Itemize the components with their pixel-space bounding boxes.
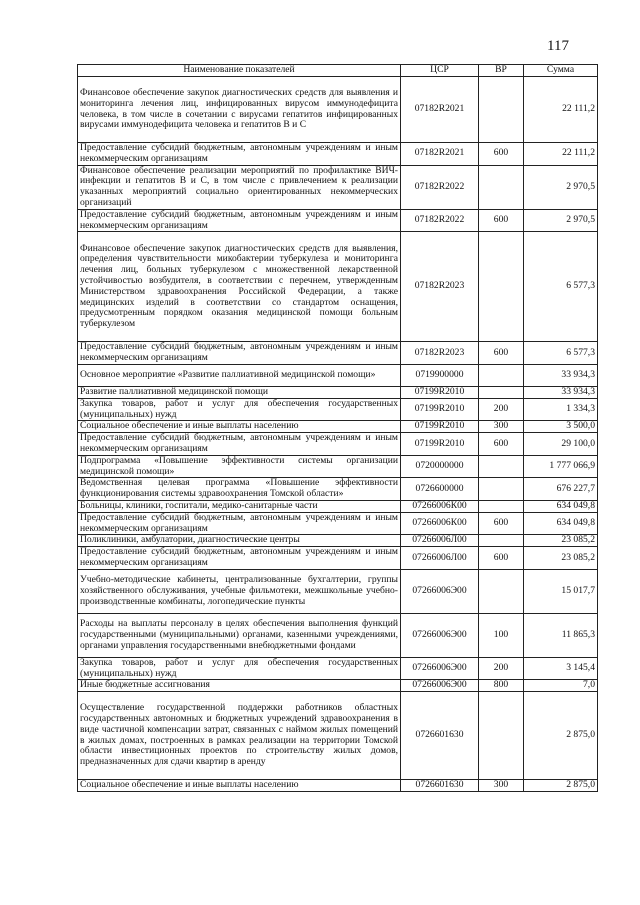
sum-cell: 2 970,5 bbox=[524, 165, 598, 209]
name-cell: Финансовое обеспечение реализации мероприятий по профилактике ВИЧ-инфекции и гепатитов В и С, в том числе с привлечением к реализации указанных мероприятий социально ориентированных некоммерческих организаций bbox=[78, 165, 401, 209]
vr-cell: 600 bbox=[479, 342, 524, 365]
csr-cell: 07182R2022 bbox=[401, 165, 479, 209]
name-cell: Финансовое обеспечение закупок диагностических средств для выявления, определения чувствительности микобактерии туберкулеза и мониторинга лечения лиц, больных туберкулезом с множественной лекарственной устойчивостью возбудителя, в соответствии с перечнем, утвержденным Министерством здравоохранения Российской Федерации, а также медицинских изделий в соответствии со стандартом оснащения, предусмотренным порядком оказания медицинской помощи больным туберкулезом bbox=[78, 232, 401, 342]
name-cell: Подпрограмма «Повышение эффективности системы организации медицинской помощи» bbox=[78, 455, 401, 478]
table-row bbox=[78, 398, 598, 421]
table-row bbox=[78, 143, 598, 166]
name-cell: Предоставление субсидий бюджетным, автономным учреждениям и иным некоммерческим организациям bbox=[78, 143, 401, 166]
sum-cell: 7,0 bbox=[524, 680, 598, 692]
vr-cell: 600 bbox=[479, 512, 524, 535]
csr-cell: 07182R2022 bbox=[401, 209, 479, 232]
vr-cell bbox=[479, 478, 524, 501]
table-row bbox=[78, 232, 598, 342]
vr-cell: 300 bbox=[479, 421, 524, 433]
table-row bbox=[78, 364, 598, 386]
table-row bbox=[78, 386, 598, 398]
vr-cell bbox=[479, 364, 524, 386]
csr-cell: 07266006Л00 bbox=[401, 547, 479, 570]
sum-cell: 6 577,3 bbox=[524, 232, 598, 342]
csr-cell: 07182R2023 bbox=[401, 232, 479, 342]
table-row bbox=[78, 680, 598, 692]
csr-cell: 07266006Э00 bbox=[401, 680, 479, 692]
vr-cell: 300 bbox=[479, 780, 524, 792]
table-row bbox=[78, 500, 598, 512]
sum-cell: 2 875,0 bbox=[524, 692, 598, 780]
name-cell: Предоставление субсидий бюджетным, автономным учреждениям и иным некоммерческим организациям bbox=[78, 512, 401, 535]
csr-cell: 0720000000 bbox=[401, 455, 479, 478]
table-row bbox=[78, 535, 598, 547]
vr-cell bbox=[479, 692, 524, 780]
name-cell: Осуществление государственной поддержки работников областных государственных автономных и бюджетных учреждений здравоохранения в виде частичной компенсации затрат, связанных с наймом жилых помещений в жилых домах, построенных в рамках реализации на территории Томской области инвестиционных проектов по строительству жилых домов, предназначенных для сдачи квартир в аренду bbox=[78, 692, 401, 780]
vr-cell: 600 bbox=[479, 547, 524, 570]
sum-cell: 15 017,7 bbox=[524, 569, 598, 613]
csr-cell: 07266006Э00 bbox=[401, 613, 479, 657]
name-cell: Социальное обеспечение и иные выплаты населению bbox=[78, 780, 401, 792]
table-row bbox=[78, 77, 598, 143]
header-vr: ВР bbox=[479, 65, 524, 77]
name-cell: Учебно-методические кабинеты, централизованные бухгалтерии, группы хозяйственного обслуживания, учебные фильмотеки, межшкольные учебно-производственные комбинаты, логопедические пункты bbox=[78, 569, 401, 613]
vr-cell bbox=[479, 77, 524, 143]
table-row bbox=[78, 421, 598, 433]
csr-cell: 0726601630 bbox=[401, 780, 479, 792]
sum-cell: 33 934,3 bbox=[524, 364, 598, 386]
name-cell: Закупка товаров, работ и услуг для обеспечения государственных (муниципальных) нужд bbox=[78, 398, 401, 421]
table-header-row bbox=[78, 65, 598, 77]
table-row bbox=[78, 165, 598, 209]
csr-cell: 07266006К00 bbox=[401, 512, 479, 535]
name-cell: Поликлиники, амбулатории, диагностические центры bbox=[78, 535, 401, 547]
csr-cell: 07182R2021 bbox=[401, 77, 479, 143]
name-cell: Иные бюджетные ассигнования bbox=[78, 680, 401, 692]
table-row bbox=[78, 478, 598, 501]
vr-cell: 200 bbox=[479, 657, 524, 680]
sum-cell: 676 227,7 bbox=[524, 478, 598, 501]
name-cell: Предоставление субсидий бюджетным, автономным учреждениям и иным некоммерческим организациям bbox=[78, 547, 401, 570]
vr-cell bbox=[479, 455, 524, 478]
vr-cell: 800 bbox=[479, 680, 524, 692]
name-cell: Предоставление субсидий бюджетным, автономным учреждениям и иным некоммерческим организациям bbox=[78, 342, 401, 365]
sum-cell: 2 875,0 bbox=[524, 780, 598, 792]
sum-cell: 2 970,5 bbox=[524, 209, 598, 232]
vr-cell bbox=[479, 535, 524, 547]
sum-cell: 634 049,8 bbox=[524, 512, 598, 535]
table-body bbox=[78, 77, 598, 792]
budget-table bbox=[77, 64, 598, 792]
vr-cell: 600 bbox=[479, 143, 524, 166]
table-row bbox=[78, 433, 598, 456]
csr-cell: 07266006Э00 bbox=[401, 569, 479, 613]
csr-cell: 07266006К00 bbox=[401, 500, 479, 512]
csr-cell: 07199R2010 bbox=[401, 421, 479, 433]
table-row bbox=[78, 209, 598, 232]
name-cell: Социальное обеспечение и иные выплаты населению bbox=[78, 421, 401, 433]
header-name: Наименование показателей bbox=[78, 65, 401, 77]
vr-cell bbox=[479, 165, 524, 209]
table-row bbox=[78, 780, 598, 792]
name-cell: Ведомственная целевая программа «Повышение эффективности функционирования системы здравоохранения Томской области» bbox=[78, 478, 401, 501]
csr-cell: 0726600000 bbox=[401, 478, 479, 501]
table-row bbox=[78, 569, 598, 613]
csr-cell: 07199R2010 bbox=[401, 398, 479, 421]
name-cell: Расходы на выплаты персоналу в целях обеспечения выполнения функций государственными (муниципальными) органами, казенными учреждениями, органами управления государственными внебюджетными фондами bbox=[78, 613, 401, 657]
table-row bbox=[78, 455, 598, 478]
csr-cell: 07266006Э00 bbox=[401, 657, 479, 680]
sum-cell: 33 934,3 bbox=[524, 386, 598, 398]
table-row bbox=[78, 692, 598, 780]
sum-cell: 634 049,8 bbox=[524, 500, 598, 512]
csr-cell: 07182R2021 bbox=[401, 143, 479, 166]
sum-cell: 3 500,0 bbox=[524, 421, 598, 433]
header-sum: Сумма bbox=[524, 65, 598, 77]
vr-cell bbox=[479, 569, 524, 613]
sum-cell: 1 777 066,9 bbox=[524, 455, 598, 478]
page-number: 117 bbox=[547, 38, 569, 54]
table-row bbox=[78, 657, 598, 680]
vr-cell: 100 bbox=[479, 613, 524, 657]
csr-cell: 0719900000 bbox=[401, 364, 479, 386]
table-row bbox=[78, 342, 598, 365]
name-cell: Предоставление субсидий бюджетным, автономным учреждениям и иным некоммерческим организациям bbox=[78, 209, 401, 232]
sum-cell: 23 085,2 bbox=[524, 535, 598, 547]
csr-cell: 07182R2023 bbox=[401, 342, 479, 365]
header-csr: ЦСР bbox=[401, 65, 479, 77]
sum-cell: 1 334,3 bbox=[524, 398, 598, 421]
vr-cell: 600 bbox=[479, 209, 524, 232]
csr-cell: 07266006Л00 bbox=[401, 535, 479, 547]
csr-cell: 07199R2010 bbox=[401, 386, 479, 398]
table-row bbox=[78, 613, 598, 657]
sum-cell: 22 111,2 bbox=[524, 143, 598, 166]
sum-cell: 29 100,0 bbox=[524, 433, 598, 456]
sum-cell: 3 145,4 bbox=[524, 657, 598, 680]
sum-cell: 23 085,2 bbox=[524, 547, 598, 570]
name-cell: Основное мероприятие «Развитие паллиативной медицинской помощи» bbox=[78, 364, 401, 386]
name-cell: Развитие паллиативной медицинской помощи bbox=[78, 386, 401, 398]
vr-cell bbox=[479, 386, 524, 398]
name-cell: Финансовое обеспечение закупок диагностических средств для выявления и мониторинга лечения лиц, инфицированных вирусом иммунодефицита человека, в том числе в сочетании с вирусами гепатитов инфицированных вирусами иммунодефицита человека и гепатитов В и С bbox=[78, 77, 401, 143]
vr-cell: 600 bbox=[479, 433, 524, 456]
name-cell: Предоставление субсидий бюджетным, автономным учреждениям и иным некоммерческим организациям bbox=[78, 433, 401, 456]
sum-cell: 11 865,3 bbox=[524, 613, 598, 657]
csr-cell: 0726601630 bbox=[401, 692, 479, 780]
name-cell: Закупка товаров, работ и услуг для обеспечения государственных (муниципальных) нужд bbox=[78, 657, 401, 680]
sum-cell: 22 111,2 bbox=[524, 77, 598, 143]
table-row bbox=[78, 547, 598, 570]
vr-cell bbox=[479, 500, 524, 512]
sum-cell: 6 577,3 bbox=[524, 342, 598, 365]
table-row bbox=[78, 512, 598, 535]
vr-cell: 200 bbox=[479, 398, 524, 421]
name-cell: Больницы, клиники, госпитали, медико-санитарные части bbox=[78, 500, 401, 512]
csr-cell: 07199R2010 bbox=[401, 433, 479, 456]
vr-cell bbox=[479, 232, 524, 342]
